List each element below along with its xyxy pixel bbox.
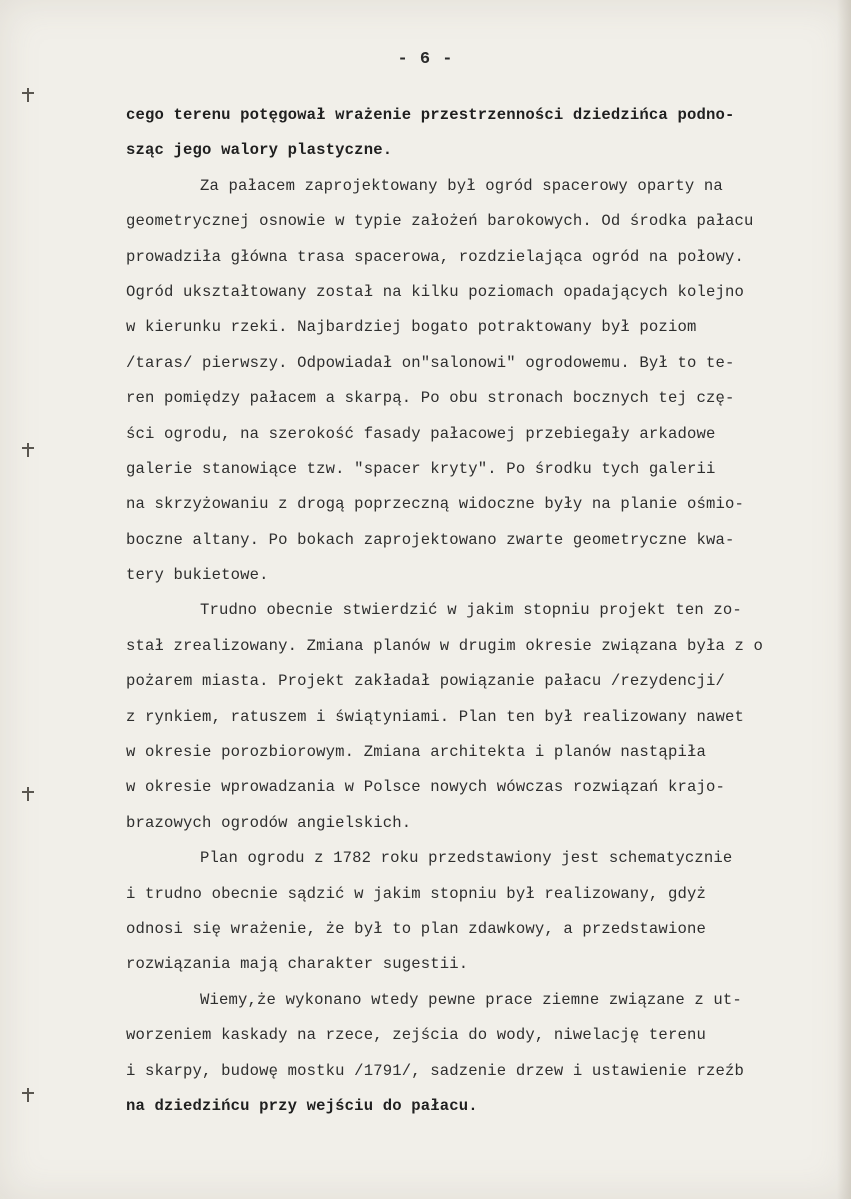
text-line: z rynkiem, ratuszem i świątyniami. Plan ten był realizowany nawet: [126, 707, 745, 726]
text-line: brazowych ogrodów angielskich.: [126, 813, 412, 832]
text-line: na dziedzińcu przy wejściu do pałacu.: [126, 1096, 478, 1115]
text-line: Wiemy,że wykonano wtedy pewne prace ziemne związane z ut-: [200, 990, 742, 1009]
margin-mark-icon: [18, 785, 38, 805]
text-line: prowadziła główna trasa spacerowa, rozdzielająca ogród na połowy.: [126, 247, 745, 266]
text-line: rozwiązania mają charakter sugestii.: [126, 955, 469, 974]
text-line: pożarem miasta. Projekt zakładał powiązanie pałacu /rezydencji/: [126, 672, 725, 691]
text-line: ści ogrodu, na szerokość fasady pałacowej przebiegały arkadowe: [126, 424, 716, 443]
text-line: Trudno obecnie stwierdzić w jakim stopniu projekt ten zo-: [200, 601, 742, 620]
page-number: - 6 -: [397, 50, 454, 69]
text-line: Za pałacem zaprojektowany był ogród spacerowy oparty na: [200, 176, 723, 195]
text-line: i trudno obecnie sądzić w jakim stopniu był realizowany, gdyż: [126, 884, 706, 903]
text-line: cego terenu potęgował wrażenie przestrzenności dziedzińca podno-: [126, 106, 735, 124]
text-line: Plan ogrodu z 1782 roku przedstawiony jest schematycznie: [200, 849, 733, 868]
text-line: /taras/ pierwszy. Odpowiadał on"salonowi" ogrodowemu. Był to te-: [126, 353, 735, 372]
text-line: sząc jego walory plastyczne.: [126, 141, 393, 160]
margin-mark-icon: [18, 441, 38, 461]
text-line: w kierunku rzeki. Najbardziej bogato potraktowany był poziom: [126, 318, 697, 337]
text-line: worzeniem kaskady na rzece, zejścia do wody, niwelację terenu: [126, 1026, 706, 1045]
text-line: stał zrealizowany. Zmiana planów w drugim okresie związana była z o: [126, 636, 764, 655]
text-line: ren pomiędzy pałacem a skarpą. Po obu stronach bocznych tej czę-: [126, 389, 735, 408]
typed-text-body: [126, 104, 826, 1130]
page-edge-shadow: [837, 0, 851, 1199]
text-line: w okresie wprowadzania w Polsce nowych wówczas rozwiązań krajo-: [126, 778, 725, 797]
text-line: w okresie porozbiorowym. Zmiana architekta i planów nastąpiła: [126, 743, 706, 762]
text-line: odnosi się wrażenie, że był to plan zdawkowy, a przedstawione: [126, 919, 706, 938]
text-line: Ogród ukształtowany został na kilku poziomach opadających kolejno: [126, 282, 745, 301]
text-line: galerie stanowiące tzw. "spacer kryty". Po środku tych galerii: [126, 459, 716, 478]
text-line: boczne altany. Po bokach zaprojektowano zwarte geometryczne kwa-: [126, 530, 735, 549]
text-line: geometrycznej osnowie w typie założeń barokowych. Od środka pałacu: [126, 212, 754, 231]
margin-mark-icon: [18, 1086, 38, 1106]
text-line: na skrzyżowaniu z drogą poprzeczną widoczne były na planie ośmio-: [126, 495, 745, 514]
margin-mark-icon: [18, 86, 38, 106]
text-line: i skarpy, budowę mostku /1791/, sadzenie drzew i ustawienie rzeźb: [126, 1061, 745, 1080]
text-line: tery bukietowe.: [126, 566, 269, 585]
